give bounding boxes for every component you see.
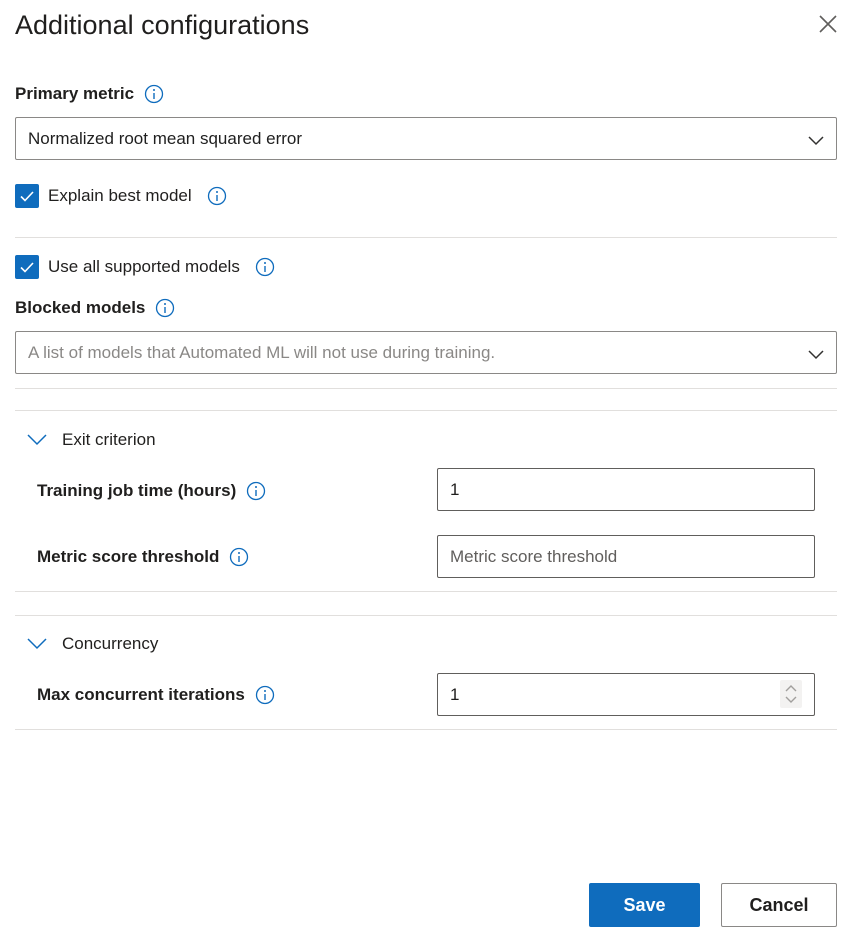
primary-metric-label: Primary metric (15, 84, 135, 103)
explain-best-model-label: Explain best model (48, 186, 192, 205)
divider (15, 410, 837, 411)
info-icon[interactable] (144, 84, 164, 104)
info-icon[interactable] (246, 481, 266, 501)
checkmark-icon (15, 255, 39, 279)
metric-score-threshold-label: Metric score threshold (37, 547, 220, 566)
primary-metric-selected: Normalized root mean squared error (28, 129, 303, 148)
dialog-title: Additional configurations (15, 10, 310, 40)
training-job-time-label: Training job time (hours) (37, 481, 237, 500)
use-all-supported-models-checkbox[interactable] (15, 255, 39, 279)
blocked-models-label: Blocked models (15, 298, 146, 317)
max-concurrent-iterations-label: Max concurrent iterations (37, 685, 245, 704)
metric-score-threshold-input[interactable] (437, 535, 815, 578)
blocked-models-dropdown[interactable] (15, 331, 837, 374)
blocked-models-label-row (15, 298, 175, 318)
exit-criterion-title: Exit criterion (62, 430, 156, 449)
training-job-time-label-row (37, 481, 266, 501)
max-concurrent-iterations-label-row (37, 685, 275, 705)
divider (15, 237, 837, 238)
divider (15, 615, 837, 616)
exit-criterion-header[interactable] (26, 430, 156, 450)
explain-best-model-row (15, 184, 227, 208)
info-icon[interactable] (155, 298, 175, 318)
training-job-time-input[interactable] (437, 468, 815, 511)
primary-metric-label-row (15, 84, 164, 104)
checkmark-icon (15, 184, 39, 208)
max-concurrent-iterations-input[interactable] (437, 673, 815, 716)
use-all-supported-models-label: Use all supported models (48, 257, 240, 276)
chevron-down-icon (806, 130, 826, 150)
divider (15, 729, 837, 730)
save-button[interactable]: Save (589, 883, 700, 927)
info-icon[interactable] (207, 186, 227, 206)
chevron-down-icon (806, 344, 826, 364)
spin-stepper[interactable] (780, 680, 802, 708)
concurrency-header[interactable] (26, 634, 158, 654)
info-icon[interactable] (229, 547, 249, 567)
info-icon[interactable] (255, 257, 275, 277)
metric-score-threshold-label-row (37, 547, 249, 567)
divider (15, 591, 837, 592)
close-icon[interactable] (816, 12, 840, 36)
chevron-down-icon (26, 637, 48, 651)
explain-best-model-checkbox[interactable] (15, 184, 39, 208)
cancel-button[interactable]: Cancel (721, 883, 837, 927)
spin-arrows-icon (780, 680, 802, 708)
primary-metric-dropdown[interactable] (15, 117, 837, 160)
info-icon[interactable] (255, 685, 275, 705)
divider (15, 388, 837, 389)
chevron-down-icon (26, 433, 48, 447)
blocked-models-placeholder: A list of models that Automated ML will not use during training. (28, 343, 496, 362)
concurrency-title: Concurrency (62, 634, 159, 653)
use-all-supported-models-row (15, 255, 275, 279)
